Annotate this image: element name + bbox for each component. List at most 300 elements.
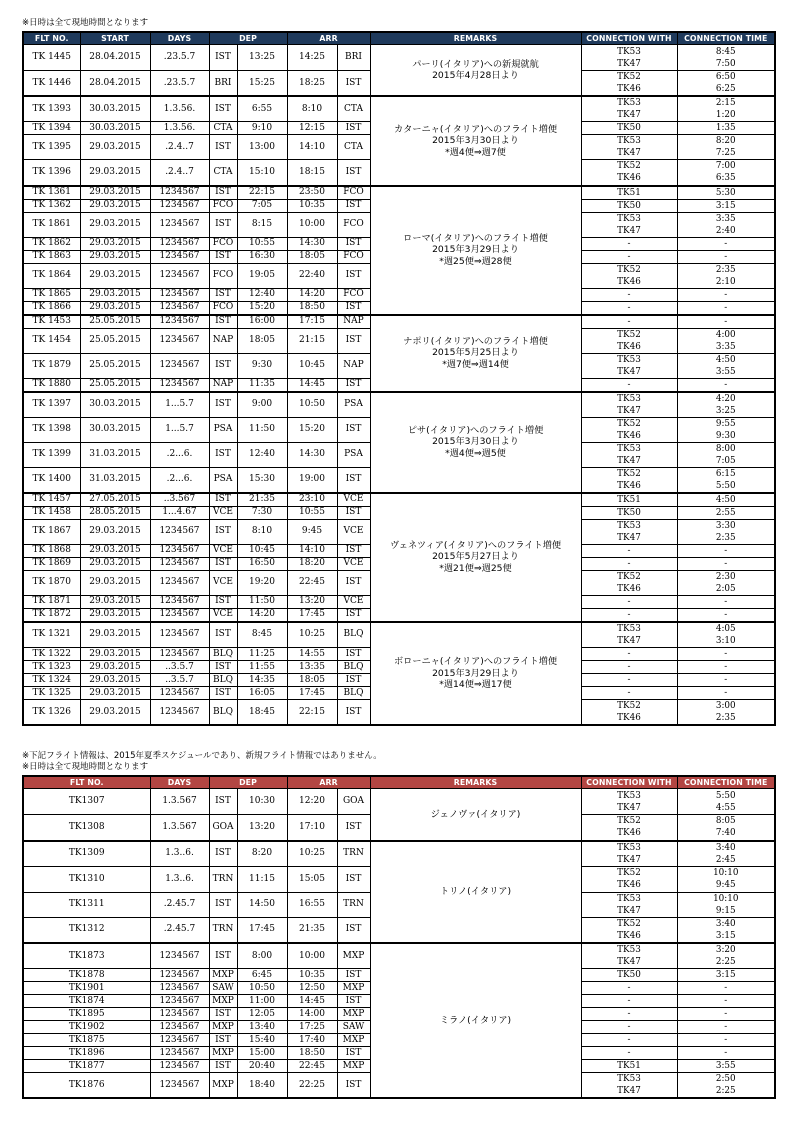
start-date-cell: 29.03.2015 <box>80 674 150 687</box>
connection-time: 5:50 <box>715 480 736 491</box>
connection-time-cell <box>677 506 775 519</box>
connection-flight: - <box>627 289 631 300</box>
days-cell: .2.45.7 <box>150 917 209 943</box>
connection-time: 7:00 <box>715 161 736 172</box>
connection-time-cell <box>677 353 775 378</box>
arr-airport-cell: SAW <box>337 1021 370 1034</box>
connection-with-cell <box>581 892 677 917</box>
flight-number-cell: TK1308 <box>23 815 150 841</box>
start-date-cell: 31.03.2015 <box>80 467 150 493</box>
days-cell: 1234567 <box>150 943 209 969</box>
flight-number-cell: TK 1326 <box>23 700 80 726</box>
dep-time-cell: 10:30 <box>237 789 287 815</box>
arr-time-cell: 23:50 <box>287 186 337 200</box>
connection-flight: TK53 <box>617 790 641 801</box>
connection-with-cell <box>581 467 677 493</box>
arr-airport-cell: NAP <box>337 315 370 329</box>
flight-number-cell: TK1876 <box>23 1073 150 1099</box>
arr-time-cell: 17:40 <box>287 1034 337 1047</box>
connection-with-cell <box>581 506 677 519</box>
days-cell: 1234567 <box>150 648 209 661</box>
dep-time-cell: 8:10 <box>237 519 287 544</box>
connection-flight: TK52 <box>617 468 641 479</box>
connection-time-cell <box>677 917 775 943</box>
timezone-note: ※日時は全て現地時間となります <box>22 18 149 28</box>
connection-time: 1:35 <box>715 123 736 133</box>
start-date-cell: 29.03.2015 <box>80 212 150 237</box>
dep-airport-cell: IST <box>209 661 237 674</box>
dep-time-cell: 17:45 <box>237 917 287 943</box>
arr-time-cell: 17:45 <box>287 608 337 622</box>
connection-time: - <box>724 1035 728 1045</box>
connection-with-cell <box>581 1021 677 1034</box>
connection-flight: TK46 <box>617 480 641 491</box>
column-header: DEP <box>209 32 287 45</box>
arr-airport-cell: NAP <box>337 353 370 378</box>
arr-time-cell: 14:30 <box>287 237 337 250</box>
flight-number-cell: TK 1399 <box>23 442 80 467</box>
dep-airport-cell: IST <box>209 315 237 329</box>
dep-airport-cell: IST <box>209 519 237 544</box>
connection-with-cell <box>581 608 677 622</box>
dep-airport-cell: VCE <box>209 506 237 519</box>
dep-airport-cell: IST <box>209 186 237 200</box>
days-cell: 1...4.67 <box>150 506 209 519</box>
flight-number-cell: TK 1393 <box>23 96 80 122</box>
connection-time: 10:10 <box>713 893 739 904</box>
dep-airport-cell: IST <box>209 250 237 263</box>
table-row <box>23 789 775 815</box>
connection-time: 6:35 <box>715 173 736 184</box>
arr-airport-cell: IST <box>337 378 370 392</box>
days-cell: .23.5.7 <box>150 71 209 97</box>
flight-number-cell: TK1874 <box>23 995 150 1008</box>
days-cell: 1234567 <box>150 570 209 595</box>
start-date-cell: 29.03.2015 <box>80 661 150 674</box>
dep-airport-cell: IST <box>209 442 237 467</box>
days-cell: 1234567 <box>150 687 209 700</box>
connection-time: 2:45 <box>715 854 736 865</box>
connection-time: 6:50 <box>715 72 736 82</box>
connection-time: 3:10 <box>715 635 736 646</box>
flight-number-cell: TK1875 <box>23 1034 150 1047</box>
dep-airport-cell: IST <box>209 1008 237 1021</box>
connection-flight: - <box>627 1035 631 1045</box>
dep-time-cell: 15:00 <box>237 1047 287 1060</box>
arr-time-cell: 14:30 <box>287 442 337 467</box>
arr-time-cell: 14:00 <box>287 1008 337 1021</box>
connection-time: 7:05 <box>715 455 736 466</box>
dep-time-cell: 11:50 <box>237 417 287 442</box>
dep-time-cell: 8:15 <box>237 212 287 237</box>
dep-airport-cell: BLQ <box>209 648 237 661</box>
connection-with-cell <box>581 442 677 467</box>
flight-number-cell: TK 1864 <box>23 263 80 288</box>
dep-time-cell: 13:20 <box>237 815 287 841</box>
flight-number-cell: TK 1867 <box>23 519 80 544</box>
dep-airport-cell: IST <box>209 135 237 160</box>
dep-time-cell: 15:20 <box>237 301 287 315</box>
column-header: FLT NO. <box>23 776 150 789</box>
start-date-cell: 27.05.2015 <box>80 493 150 507</box>
column-header: CONNECTION WITH <box>581 32 677 45</box>
dep-time-cell: 14:35 <box>237 674 287 687</box>
start-date-cell: 29.03.2015 <box>80 622 150 648</box>
dep-time-cell: 9:10 <box>237 122 287 135</box>
connection-with-cell <box>581 661 677 674</box>
connection-flight: TK52 <box>617 161 641 172</box>
arr-time-cell: 22:15 <box>287 700 337 726</box>
connection-with-cell <box>581 160 677 186</box>
connection-flight: TK47 <box>617 905 641 916</box>
days-cell: 1234567 <box>150 595 209 608</box>
days-cell: 1234567 <box>150 288 209 301</box>
dep-time-cell: 16:50 <box>237 557 287 570</box>
connection-time-cell <box>677 1073 775 1099</box>
connection-time: 8:20 <box>715 136 736 146</box>
start-date-cell: 29.03.2015 <box>80 648 150 661</box>
connection-with-cell <box>581 789 677 815</box>
connection-time: 2:25 <box>715 1086 736 1096</box>
connection-with-cell <box>581 263 677 288</box>
arr-airport-cell: BLQ <box>337 687 370 700</box>
connection-time-cell <box>677 212 775 237</box>
flight-number-cell: TK1311 <box>23 892 150 917</box>
start-date-cell: 29.03.2015 <box>80 135 150 160</box>
connection-time-cell <box>677 943 775 969</box>
connection-with-cell <box>581 687 677 700</box>
days-cell: 1.3..6. <box>150 841 209 867</box>
flight-number-cell: TK 1865 <box>23 288 80 301</box>
connection-time: - <box>724 1009 728 1019</box>
arr-airport-cell: PSA <box>337 392 370 418</box>
flight-number-cell: TK1873 <box>23 943 150 969</box>
connection-with-cell <box>581 353 677 378</box>
dep-airport-cell: IST <box>209 1060 237 1073</box>
flight-number-cell: TK 1454 <box>23 328 80 353</box>
dep-time-cell: 6:55 <box>237 96 287 122</box>
connection-time: - <box>724 238 728 249</box>
arr-airport-cell: IST <box>337 122 370 135</box>
connection-flight: TK46 <box>617 880 641 890</box>
arr-time-cell: 17:15 <box>287 315 337 329</box>
connection-flight: TK46 <box>617 930 641 941</box>
dep-time-cell: 15:25 <box>237 71 287 97</box>
connection-time: 8:05 <box>715 816 736 827</box>
arr-time-cell: 12:20 <box>287 789 337 815</box>
connection-flight: TK47 <box>617 110 641 120</box>
dep-time-cell: 14:50 <box>237 892 287 917</box>
connection-flight: TK51 <box>617 1061 641 1071</box>
connection-flight: TK47 <box>617 148 641 158</box>
column-header: CONNECTION TIME <box>677 32 775 45</box>
column-header: FLT NO. <box>23 32 80 45</box>
connection-time-cell <box>677 687 775 700</box>
connection-with-cell <box>581 186 677 200</box>
connection-time-cell <box>677 160 775 186</box>
arr-time-cell: 18:50 <box>287 1047 337 1060</box>
dep-airport-cell: TRN <box>209 917 237 943</box>
dep-time-cell: 13:25 <box>237 45 287 71</box>
arr-time-cell: 10:55 <box>287 506 337 519</box>
connection-time: - <box>724 545 728 556</box>
start-date-cell: 30.03.2015 <box>80 96 150 122</box>
dep-time-cell: 10:45 <box>237 544 287 557</box>
days-cell: 1234567 <box>150 328 209 353</box>
connection-with-cell <box>581 96 677 122</box>
connection-flight: - <box>627 379 631 390</box>
days-cell: .2...6. <box>150 467 209 493</box>
dep-airport-cell: IST <box>209 96 237 122</box>
connection-time: 9:55 <box>715 418 736 429</box>
arr-time-cell: 9:45 <box>287 519 337 544</box>
remarks-line: 2015年3月29日より <box>432 244 519 256</box>
connection-time: 4:50 <box>715 494 736 505</box>
days-cell: 1234567 <box>150 1073 209 1099</box>
arr-time-cell: 18:50 <box>287 301 337 315</box>
days-cell: 1234567 <box>150 1021 209 1034</box>
connection-with-cell <box>581 570 677 595</box>
connection-time: - <box>724 609 728 620</box>
remarks-line: ローマ(イタリア)へのフライト増便 <box>403 232 548 244</box>
connection-time-cell <box>677 608 775 622</box>
arr-airport-cell: FCO <box>337 212 370 237</box>
start-date-cell: 29.03.2015 <box>80 570 150 595</box>
days-cell: 1.3.56. <box>150 122 209 135</box>
remarks-cell <box>370 392 581 493</box>
flight-number-cell: TK 1871 <box>23 595 80 608</box>
connection-time-cell <box>677 557 775 570</box>
days-cell: 1.3.567 <box>150 789 209 815</box>
dep-time-cell: 12:05 <box>237 1008 287 1021</box>
dep-time-cell: 10:50 <box>237 982 287 995</box>
arr-time-cell: 13:20 <box>287 595 337 608</box>
dep-time-cell: 14:20 <box>237 608 287 622</box>
connection-time: 3:35 <box>715 213 736 224</box>
dep-time-cell: 7:05 <box>237 199 287 212</box>
arr-time-cell: 17:25 <box>287 1021 337 1034</box>
arr-time-cell: 15:05 <box>287 866 337 892</box>
connection-flight: TK52 <box>617 868 641 878</box>
arr-time-cell: 17:45 <box>287 687 337 700</box>
arr-airport-cell: MXP <box>337 1034 370 1047</box>
dep-airport-cell: TRN <box>209 866 237 892</box>
connection-time: 4:00 <box>715 329 736 340</box>
days-cell: 1.3.567 <box>150 815 209 841</box>
connection-time: - <box>724 379 728 390</box>
days-cell: 1...5.7 <box>150 417 209 442</box>
connection-with-cell <box>581 866 677 892</box>
connection-time-cell <box>677 1008 775 1021</box>
connection-time: 2:50 <box>715 1074 736 1084</box>
column-header: DEP <box>209 776 287 789</box>
connection-time: 5:30 <box>715 187 736 198</box>
start-date-cell: 29.03.2015 <box>80 544 150 557</box>
table-header-row <box>23 32 775 45</box>
flight-number-cell: TK 1322 <box>23 648 80 661</box>
arr-airport-cell: MXP <box>337 982 370 995</box>
connection-flight: - <box>627 1022 631 1032</box>
connection-time: 3:15 <box>715 970 736 980</box>
connection-time: - <box>724 302 728 313</box>
connection-time-cell <box>677 570 775 595</box>
arr-airport-cell: IST <box>337 1073 370 1099</box>
connection-time-cell <box>677 263 775 288</box>
arr-airport-cell: IST <box>337 237 370 250</box>
remarks-cell <box>370 45 581 97</box>
remarks-cell <box>370 186 581 315</box>
column-header: REMARKS <box>370 32 581 45</box>
dep-time-cell: 15:10 <box>237 160 287 186</box>
days-cell: ..3.5.7 <box>150 674 209 687</box>
remarks-line: *週25便⇒週28便 <box>439 255 512 267</box>
connection-time-cell <box>677 892 775 917</box>
start-date-cell: 25.05.2015 <box>80 378 150 392</box>
days-cell: 1234567 <box>150 250 209 263</box>
arr-time-cell: 10:35 <box>287 969 337 982</box>
connection-flight: TK46 <box>617 276 641 287</box>
connection-with-cell <box>581 1060 677 1073</box>
connection-time-cell <box>677 71 775 97</box>
connection-time-cell <box>677 995 775 1008</box>
arr-airport-cell: IST <box>337 674 370 687</box>
arr-airport-cell: VCE <box>337 493 370 507</box>
flight-number-cell: TK 1863 <box>23 250 80 263</box>
remarks-line: ピサ(イタリア)へのフライト増便 <box>407 424 544 436</box>
connection-time-cell <box>677 544 775 557</box>
flight-number-cell: TK 1395 <box>23 135 80 160</box>
connection-flight: - <box>627 238 631 249</box>
days-cell: 1234567 <box>150 608 209 622</box>
connection-time: 4:50 <box>715 354 736 365</box>
connection-time-cell <box>677 301 775 315</box>
dep-airport-cell: FCO <box>209 301 237 315</box>
arr-time-cell: 14:45 <box>287 995 337 1008</box>
connection-time: 3:30 <box>715 520 736 531</box>
flight-number-cell: TK1310 <box>23 866 150 892</box>
days-cell: 1234567 <box>150 622 209 648</box>
connection-flight: TK50 <box>617 970 641 980</box>
connection-with-cell <box>581 45 677 71</box>
connection-flight: TK53 <box>617 136 641 146</box>
days-cell: ..3.567 <box>150 493 209 507</box>
connection-flight: - <box>627 649 631 659</box>
arr-time-cell: 10:50 <box>287 392 337 418</box>
arr-airport-cell: IST <box>337 160 370 186</box>
arr-airport-cell: BLQ <box>337 622 370 648</box>
connection-flight: - <box>627 545 631 556</box>
flight-number-cell: TK 1868 <box>23 544 80 557</box>
days-cell: 1234567 <box>150 315 209 329</box>
connection-time: 3:40 <box>715 918 736 929</box>
dep-time-cell: 12:40 <box>237 288 287 301</box>
dep-airport-cell: GOA <box>209 815 237 841</box>
connection-time-cell <box>677 1047 775 1060</box>
connection-flight: TK52 <box>617 264 641 275</box>
connection-time: 3:00 <box>715 701 736 711</box>
arr-airport-cell: IST <box>337 467 370 493</box>
arr-time-cell: 14:10 <box>287 135 337 160</box>
dep-time-cell: 8:00 <box>237 943 287 969</box>
dep-airport-cell: IST <box>209 687 237 700</box>
connection-time: 2:10 <box>715 276 736 287</box>
dep-time-cell: 22:15 <box>237 186 287 200</box>
start-date-cell: 29.03.2015 <box>80 186 150 200</box>
arr-airport-cell: IST <box>337 608 370 622</box>
arr-airport-cell: IST <box>337 506 370 519</box>
days-cell: 1234567 <box>150 1034 209 1047</box>
connection-with-cell <box>581 943 677 969</box>
dep-airport-cell: MXP <box>209 995 237 1008</box>
arr-time-cell: 16:55 <box>287 892 337 917</box>
connection-flight: TK46 <box>617 341 641 352</box>
start-date-cell: 30.03.2015 <box>80 417 150 442</box>
days-cell: 1234567 <box>150 700 209 726</box>
arr-airport-cell: IST <box>337 199 370 212</box>
flight-number-cell: TK1901 <box>23 982 150 995</box>
connection-flight: TK47 <box>617 532 641 543</box>
connection-with-cell <box>581 392 677 418</box>
connection-time: - <box>724 1022 728 1032</box>
connection-time: - <box>724 289 728 300</box>
dep-airport-cell: IST <box>209 943 237 969</box>
start-date-cell: 29.03.2015 <box>80 700 150 726</box>
connection-flight: TK47 <box>617 854 641 865</box>
connection-flight: - <box>627 302 631 313</box>
connection-flight: TK53 <box>617 1074 641 1084</box>
dep-time-cell: 16:05 <box>237 687 287 700</box>
remarks-line: カターニャ(イタリア)へのフライト増便 <box>393 123 558 135</box>
flight-number-cell: TK1307 <box>23 789 150 815</box>
arr-airport-cell: BLQ <box>337 661 370 674</box>
flight-number-cell: TK 1400 <box>23 467 80 493</box>
connection-flight: - <box>627 558 631 569</box>
start-date-cell: 28.04.2015 <box>80 71 150 97</box>
connection-flight: TK53 <box>617 623 641 634</box>
dep-airport-cell: PSA <box>209 467 237 493</box>
connection-time-cell <box>677 186 775 200</box>
connection-flight: TK46 <box>617 84 641 94</box>
dep-time-cell: 8:20 <box>237 841 287 867</box>
dep-airport-cell: FCO <box>209 199 237 212</box>
days-cell: 1234567 <box>150 186 209 200</box>
arr-airport-cell: BRI <box>337 45 370 71</box>
connection-time-cell <box>677 648 775 661</box>
dep-airport-cell: MXP <box>209 1021 237 1034</box>
remarks-cell <box>370 315 581 392</box>
arr-time-cell: 23:10 <box>287 493 337 507</box>
arr-airport-cell: IST <box>337 544 370 557</box>
arr-airport-cell: IST <box>337 815 370 841</box>
connection-time: 4:20 <box>715 393 736 404</box>
connection-with-cell <box>581 250 677 263</box>
connection-with-cell <box>581 301 677 315</box>
arr-airport-cell: TRN <box>337 841 370 867</box>
arr-time-cell: 10:25 <box>287 622 337 648</box>
flight-increase-table <box>22 31 776 726</box>
connection-time: - <box>724 316 728 327</box>
dep-airport-cell: VCE <box>209 608 237 622</box>
days-cell: 1234567 <box>150 519 209 544</box>
connection-time: 3:15 <box>715 200 736 211</box>
dep-airport-cell: IST <box>209 1034 237 1047</box>
connection-time: - <box>724 662 728 672</box>
arr-airport-cell: VCE <box>337 595 370 608</box>
connection-with-cell <box>581 1047 677 1060</box>
flight-number-cell: TK 1457 <box>23 493 80 507</box>
connection-flight: - <box>627 996 631 1006</box>
dep-time-cell: 9:00 <box>237 392 287 418</box>
